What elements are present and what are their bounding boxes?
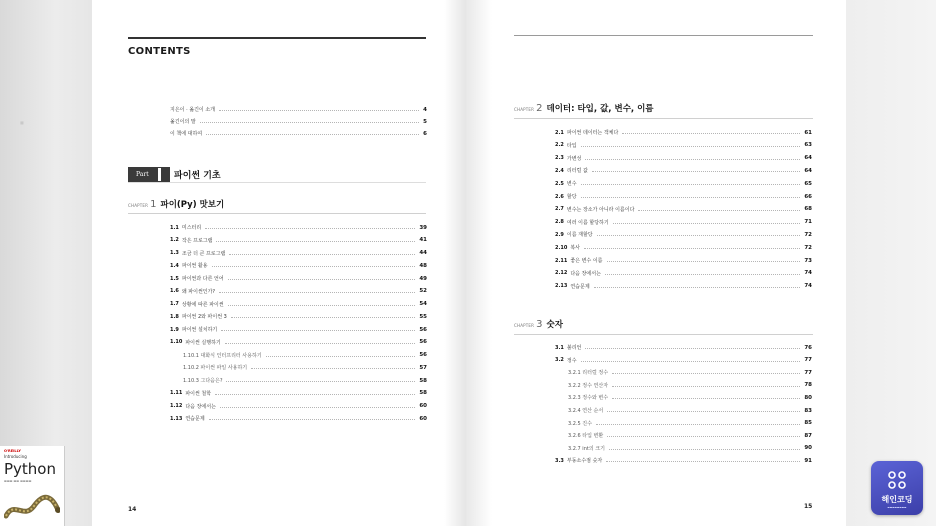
- toc-entry: [170, 402, 427, 411]
- toc-entry: [170, 117, 427, 126]
- toc-entry-number: 1.2: [170, 237, 179, 244]
- dot-leader: [585, 348, 800, 349]
- toc-entry-number: 1.6: [170, 288, 179, 295]
- toc-entry-label: 1.10.1 대화식 인터프리터 사용하기: [183, 352, 262, 359]
- toc-entry: [170, 236, 427, 245]
- publisher-logo: O'REILLY: [4, 449, 21, 453]
- toc-entry-page: 76: [804, 344, 812, 351]
- toc-entry-number: 1.5: [170, 275, 179, 282]
- toc-entry: [555, 243, 812, 252]
- toc-entry-page: 91: [804, 457, 812, 464]
- dot-leader: [228, 305, 416, 306]
- toc-entry-page: 61: [804, 129, 812, 136]
- dot-leader: [607, 261, 801, 262]
- toc-entry: [555, 356, 812, 365]
- chapter-2-rule: [514, 118, 813, 119]
- toc-entry-label: 3.2.6 타입 변환: [568, 433, 604, 440]
- page-spine-shadow-right: [466, 0, 492, 526]
- toc-entry-page: 54: [419, 301, 427, 307]
- toc-entry: [555, 179, 812, 188]
- toc-entry: [555, 343, 812, 352]
- toc-entry-label: 이름 재할당: [566, 232, 593, 239]
- toc-entry: [170, 261, 427, 270]
- toc-subentry: [568, 431, 812, 440]
- toc-entry: [555, 269, 812, 278]
- book-cover-thumbnail[interactable]: [0, 446, 65, 526]
- dot-leader: [607, 411, 800, 412]
- dot-leader: [221, 330, 415, 331]
- toc-entry-label: 복사: [570, 245, 581, 252]
- toc-entry: [170, 287, 427, 296]
- toc-entry-page: 60: [419, 403, 427, 409]
- toc-subentry: [183, 376, 427, 385]
- part-tag: Part: [136, 171, 149, 178]
- toc-entry-label: 미스터리: [181, 225, 202, 231]
- chapter-2-heading: [514, 102, 654, 114]
- toc-entry-number: 1.1: [170, 224, 179, 231]
- toc-entry-label: 파이썬 설치하기: [181, 327, 218, 333]
- toc-entry-number: 1.4: [170, 262, 179, 269]
- toc-entry: [555, 166, 812, 175]
- toc-entry-number: 2.10: [555, 244, 568, 251]
- toc-entry: [170, 249, 427, 258]
- dot-leader: [206, 134, 419, 135]
- toc-entry-page: 72: [804, 244, 812, 251]
- toc-entry-label: 가변성: [566, 155, 582, 162]
- toc-entry-label: 지은이 · 옮긴이 소개: [170, 107, 215, 113]
- chapter-word: CHAPTER: [128, 203, 149, 208]
- toc-entry-label: 다음 장에서는: [570, 270, 601, 277]
- toc-entry-page: 90: [804, 445, 812, 452]
- toc-entry-label: 옮긴이의 말: [170, 119, 196, 126]
- toc-entry-page: 65: [804, 180, 812, 187]
- toc-entry-page: 87: [804, 432, 812, 439]
- toc-entry-label: 3.2.7 int의 크기: [568, 445, 605, 452]
- toc-entry-number: 1.10: [170, 339, 183, 346]
- toc-entry-label: 좋은 변수 이름: [570, 258, 603, 264]
- toc-entry-label: 할당: [566, 194, 577, 200]
- toc-subentry: [568, 419, 812, 428]
- molecule-icon: [887, 471, 907, 489]
- part-title: 파이썬 기초: [174, 171, 221, 181]
- toc-entry-label: 여러 이름 할당하기: [566, 219, 609, 226]
- toc-entry-label: 부동소수점 숫자: [566, 458, 603, 465]
- toc-entry: [555, 456, 812, 465]
- toc-entry-page: 41: [419, 237, 427, 244]
- toc-entry-number: 2.9: [555, 231, 564, 238]
- toc-entry-number: 2.8: [555, 219, 564, 226]
- toc-entry-number: 1.11: [170, 390, 183, 397]
- dot-leader: [584, 248, 800, 249]
- dot-leader: [612, 373, 800, 374]
- toc-entry-label: 왜 파이썬인가?: [181, 288, 216, 295]
- dot-leader: [226, 381, 415, 382]
- chapter-3-heading: [514, 318, 563, 330]
- toc-entry-page: 48: [419, 262, 427, 269]
- dot-leader: [228, 279, 416, 280]
- toc-entry-page: 80: [804, 394, 812, 401]
- toc-entry-label: 정수: [566, 357, 577, 364]
- toc-entry: [170, 223, 427, 232]
- toc-subentry: [183, 351, 427, 360]
- toc-entry-page: 58: [419, 377, 427, 384]
- toc-entry-page: 63: [804, 142, 812, 149]
- dot-leader: [200, 122, 419, 123]
- toc-entry: [555, 230, 812, 239]
- part-bar-mark: [158, 168, 161, 181]
- chapter-1-rule: [128, 213, 426, 214]
- toc-entry: [555, 128, 812, 137]
- toc-entry-label: 3.2.1 리터럴 정수: [568, 370, 609, 377]
- toc-entry-page: 58: [419, 390, 427, 397]
- book-title: Python: [4, 460, 56, 478]
- toc-entry: [170, 129, 427, 138]
- dot-leader: [209, 419, 416, 420]
- dot-leader: [581, 197, 801, 198]
- toc-entry-page: 39: [419, 224, 427, 231]
- toc-entry-label: 3.2.2 정수 연산자: [568, 382, 609, 389]
- toc-entry-label: 3.2.5 진수: [568, 420, 592, 427]
- toc-entry-number: 1.8: [170, 313, 179, 320]
- chapter-number: 2: [536, 103, 543, 114]
- toc-entry-label: 파이썬 2와 파이썬 3: [181, 314, 227, 321]
- right-top-rule: [514, 35, 813, 36]
- toc-subentry: [568, 393, 812, 402]
- dot-leader: [622, 133, 800, 134]
- toc-entry-page: 56: [419, 339, 427, 346]
- toc-entry-number: 2.5: [555, 180, 564, 187]
- toc-entry: [170, 105, 427, 114]
- toc-entry: [170, 312, 427, 321]
- toc-entry: [555, 256, 812, 265]
- dot-leader: [581, 184, 801, 185]
- toc-entry: [170, 300, 427, 309]
- toc-entry-label: 연습문제: [185, 416, 205, 423]
- chapter-title: 데이터: 타입, 값, 변수, 이름: [546, 104, 654, 114]
- toc-entry-number: 3.2: [555, 357, 564, 364]
- toc-entry: [170, 389, 427, 398]
- toc-entry-number: 1.12: [170, 403, 183, 409]
- toc-entry: [555, 282, 812, 291]
- toc-entry-page: 57: [419, 364, 427, 371]
- toc-entry-page: 4: [423, 106, 427, 113]
- dot-leader: [638, 210, 800, 211]
- contents-heading: CONTENTS: [128, 46, 191, 57]
- dot-leader: [212, 266, 416, 267]
- dot-leader: [605, 274, 800, 275]
- toc-entry-label: 3.2.4 연산 순서: [568, 408, 604, 414]
- dot-leader: [581, 146, 801, 147]
- toc-entry-page: 77: [804, 369, 812, 376]
- toc-entry-number: 3.1: [555, 344, 564, 351]
- toc-entry: [170, 325, 427, 334]
- dot-leader: [220, 407, 415, 408]
- toc-entry-page: 83: [804, 407, 812, 414]
- dot-leader: [251, 368, 415, 369]
- dot-leader: [609, 449, 800, 450]
- toc-entry-number: 2.3: [555, 155, 564, 162]
- toc-entry-number: 2.4: [555, 167, 564, 174]
- toc-entry-page: 55: [419, 313, 427, 320]
- toc-entry-label: 작은 프로그램: [181, 237, 213, 244]
- dot-leader: [585, 159, 800, 160]
- toc-entry: [170, 414, 427, 423]
- toc-entry-page: 72: [804, 231, 812, 238]
- toc-subentry: [568, 444, 812, 453]
- dot-leader: [606, 461, 800, 462]
- background-right: [846, 0, 936, 526]
- dot-leader: [597, 235, 801, 236]
- toc-entry-label: 3.2.3 정수와 변수: [568, 395, 609, 402]
- dot-leader: [229, 254, 415, 255]
- right-page-number: 15: [804, 503, 813, 510]
- toc-subentry: [183, 363, 427, 372]
- toc-entry-number: 3.3: [555, 457, 564, 464]
- toc-entry-number: 2.2: [555, 142, 564, 149]
- toc-entry-label: 이 책에 대하여: [170, 131, 203, 138]
- toc-entry-page: 64: [804, 155, 812, 162]
- toc-entry-label: 리터럴 값: [566, 168, 588, 175]
- toc-subentry: [568, 381, 812, 390]
- toc-entry-label: 타입: [566, 142, 577, 149]
- toc-entry-label: 파이썬 데이터는 객체다: [566, 130, 619, 136]
- chapter-number: 3: [536, 319, 543, 330]
- toc-entry-label: 변수: [566, 181, 577, 188]
- toc-entry-number: 1.7: [170, 301, 179, 307]
- dot-leader: [594, 287, 801, 288]
- chapter-number: 1: [150, 199, 157, 210]
- dot-leader: [215, 394, 415, 395]
- toc-entry: [555, 205, 812, 214]
- toc-entry-number: 1.3: [170, 250, 179, 256]
- toc-entry-page: 5: [423, 118, 427, 125]
- toc-entry-label: 다음 장에서는: [185, 403, 216, 410]
- toc-entry-number: 2.1: [555, 129, 564, 136]
- chapter-3-rule: [514, 334, 813, 335]
- dot-leader: [205, 228, 415, 229]
- dot-leader: [231, 317, 416, 318]
- dot-leader: [225, 343, 416, 344]
- toc-entry-page: 56: [419, 352, 427, 358]
- toc-entry: [555, 154, 812, 163]
- toc-entry-page: 77: [804, 357, 812, 364]
- toc-entry-number: 1.9: [170, 326, 179, 333]
- toc-subentry: [568, 406, 812, 415]
- toc-entry-number: 2.6: [555, 193, 564, 200]
- toc-entry-page: 74: [804, 270, 812, 277]
- toc-entry-label: 1.10.3 그다음은?: [183, 378, 223, 384]
- toc-entry-page: 56: [419, 326, 427, 333]
- toc-entry-number: 2.11: [555, 257, 568, 264]
- toc-entry-label: 조금 더 큰 프로그램: [181, 250, 226, 257]
- toc-entry: [170, 274, 427, 283]
- toc-entry-label: 변수는 장소가 아니라 이름이다: [566, 206, 635, 213]
- dot-leader: [613, 223, 801, 224]
- part-underline: [128, 182, 426, 183]
- toc-entry: [555, 141, 812, 150]
- toc-entry-label: 파이썬 실행하기: [185, 339, 221, 346]
- toc-entry-number: 2.7: [555, 206, 564, 213]
- dot-leader: [219, 292, 415, 293]
- toc-entry-page: 74: [804, 283, 812, 290]
- toc-entry-page: 85: [804, 420, 812, 427]
- dot-leader: [612, 386, 800, 387]
- toc-entry-page: 68: [804, 206, 812, 213]
- dot-leader: [266, 356, 416, 357]
- toc-entry: [555, 218, 812, 227]
- chapter-title: 파이(Py) 맛보기: [160, 200, 225, 210]
- toc-subentry: [568, 368, 812, 377]
- toc-entry-label: 연습문제: [570, 283, 590, 290]
- toc-entry-page: 71: [804, 219, 812, 226]
- toc-entry-page: 78: [804, 382, 812, 389]
- page-spine-shadow-left: [444, 0, 466, 526]
- toc-entry-number: 2.13: [555, 283, 568, 290]
- dot-leader: [581, 361, 801, 362]
- toc-entry-page: 64: [804, 167, 812, 174]
- dot-leader: [219, 110, 419, 111]
- toc-entry-page: 73: [804, 257, 812, 264]
- toc-entry: [555, 192, 812, 201]
- left-page-number: 14: [128, 506, 137, 513]
- toc-entry-label: 파이썬 활용: [181, 263, 208, 270]
- toc-entry-page: 60: [419, 415, 427, 422]
- toc-entry-number: 1.13: [170, 415, 183, 422]
- dot-leader: [607, 436, 800, 437]
- toc-entry-label: 불리언: [566, 345, 582, 351]
- dot-leader: [592, 171, 801, 172]
- background-left: ■: [0, 0, 92, 526]
- book-tagline-lines: ▬▬▬ ▬▬ ▬▬▬▬: [4, 479, 32, 483]
- toc-entry-label: 상황에 따른 파이썬: [181, 301, 224, 308]
- toc-entry-label: 파이썬 철학: [185, 390, 212, 397]
- haein-coding-logo[interactable]: [871, 461, 923, 515]
- chapter-title: 숫자: [546, 320, 563, 330]
- toc-entry-label: 파이썬과 다른 언어: [181, 276, 224, 282]
- dot-leader: [216, 241, 415, 242]
- python-snake-illustration: [4, 490, 60, 522]
- toc-entry: [170, 338, 427, 347]
- dot-leader: [612, 398, 800, 399]
- chapter-1-heading: [128, 198, 224, 210]
- part-badge: [128, 167, 170, 182]
- chapter-word: CHAPTER: [514, 107, 535, 112]
- toc-entry-page: 44: [419, 250, 427, 256]
- dot-leader: [596, 424, 800, 425]
- chapter-word: CHAPTER: [514, 323, 535, 328]
- toc-entry-label: 1.10.2 파이썬 파일 사용하기: [183, 365, 248, 372]
- toc-entry-page: 6: [423, 130, 427, 137]
- logo-tagline: ▬▬▬▬▬▬▬▬: [887, 506, 907, 509]
- contents-top-rule: [128, 37, 426, 39]
- logo-text: 해인코딩: [881, 495, 913, 504]
- book-subtitle: Introducing: [4, 454, 27, 459]
- toc-entry-page: 49: [419, 275, 427, 282]
- toc-entry-page: 66: [804, 193, 812, 200]
- toc-entry-page: 52: [419, 288, 427, 295]
- toc-entry-number: 2.12: [555, 270, 568, 277]
